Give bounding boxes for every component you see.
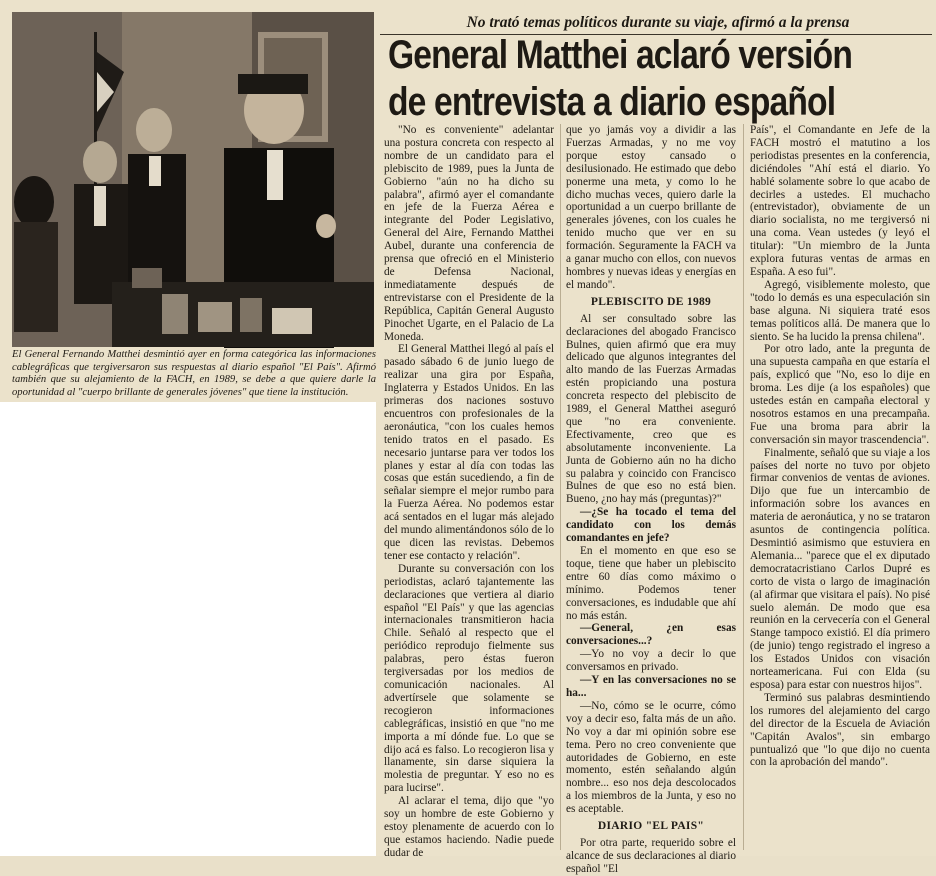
article-column-1 bbox=[384, 124, 554, 859]
paragraph: Por otra parte, requerido sobre el alcance de sus declaraciones al diario español "El bbox=[566, 836, 736, 875]
article-column-3 bbox=[750, 124, 930, 854]
article-column-2 bbox=[566, 124, 736, 875]
paragraph: Por otro lado, ante la pregunta de una supuesta campaña en que estaría el país, explicó que "No, eso lo dije en broma. Les dije (a los españoles) que ustedes están en campaña electoral y nosotros estamos en una precampaña. Fue una broma para abrir la conversación sin mayor trascendencia". bbox=[750, 343, 930, 446]
column-divider bbox=[743, 124, 744, 850]
paragraph: "No es conveniente" adelantar una postura concreta con respecto al nombre de un candidato para el plebiscito de 1989, pues la Junta de Gobierno "aún no ha dicho su palabra", afirmó ayer el comandante en jefe de la Fuerza Aérea e integrante del Poder Legislativo, General del Aire, Fernando Matthei Aubel, durante una conferencia de prensa que ofreció en el Ministerio de Defensa Nacional, inmediatamente después de entrevistarse con el Presidente de la República, Capitán General Augusto Pinochet Ugarte, en el Palacio de La Moneda. bbox=[384, 124, 554, 343]
paragraph: Finalmente, señaló que su viaje a los países del norte no tuvo por objeto firmar convenios de ventas de aviones. Dijo que fue un intercambio de información sobre los avances en materia de aeronáutica, y no se trataron asuntos de contingencia política. Desmintió asimismo que estuviera en Alemania... "parece que el ex diputado democratacristiano Carlos Dupré es corto de vista o largo de imaginación (al afirmar que visitara el país). No pisé suelo alemán. De modo que esa reunión en la cervecería con el General Stange tampoco existió. El día primero (de junio) tengo registrado el ingreso a los Estados Unidos con visación norteamericana. Fui con Elda (su esposa) para estar con nuestros hijos". bbox=[750, 446, 930, 691]
headline-line-1: General Matthei aclaró versión bbox=[388, 33, 853, 77]
paragraph: que yo jamás voy a dividir a las Fuerzas Armadas, y no me voy porque estoy cansado o desilusionado. He estimado que debo ponerme una meta, y como lo he dicho muchas veces, quiero darle la oportunidad a un cuerpo brillante de generales jóvenes, con los cuales he tenido mucho que ver en su formación. Seguramente la FACH va a ganar mucho con ellos, con nuevos hombres y nuevas ideas y energías en el mando". bbox=[566, 124, 736, 291]
paragraph: En el momento en que eso se toque, tiene que haber un plebiscito entre 60 días como máximo o mínimo. Podemos tener conversaciones, es indudable que ahí no más están. bbox=[566, 545, 736, 622]
paragraph: País", el Comandante en Jefe de la FACH mostró el matutino a los periodistas presentes en la conferencia, diciéndoles "Ahí está el diario. Yo hablé solamente sobre lo que acabo de decirles a ustedes. El muchacho (entrevistador), obviamente de un diario socialista, no me tergiversó ni una coma. Vean ustedes (y leyó el titular): "Un miembro de la Junta explora futuras ventas de armas en España. A eso fui". bbox=[750, 124, 930, 278]
paragraph: Agregó, visiblemente molesto, que "todo lo demás es una especulación sin base alguna. Ni siquiera traté esos temas políticos allá. De manera que lo siento. Se ha lucido la prensa chilena". bbox=[750, 278, 930, 343]
subheading-diario-el-pais: DIARIO "EL PAIS" bbox=[597, 820, 705, 833]
paragraph: Durante su conversación con los periodistas, aclaró tajantemente las declaraciones que vertiera al diario español "El País" y que las agencias internacionales transmitieron hacia Chile. Señaló al respecto que el periódico reprodujo fielmente sus palabras, pero éstas fueron tergiversadas por los medios de comunicación nacionales. Al advertírsele que solamente se recogieron informaciones cablegráficas, insistió en que "no me importa a mí dónde fue. Lo que se dijo acá es falso. Lo recogieron lisa y llanamente, sin darse siquiera la molestia de preguntar. Y eso no es para lucirse". bbox=[384, 562, 554, 795]
subheading-plebiscito: PLEBISCITO DE 1989 bbox=[590, 295, 712, 308]
paragraph: Terminó sus palabras desmintiendo los rumores del alejamiento del cargo del director de la Escuela de Aviación "Capitán Avalos", sin embargo puntualizó que "lo que dijo no cuenta con la aprobación del mando". bbox=[750, 691, 930, 769]
question: —¿Se ha tocado el tema del candidato con los demás comandantes en jefe? bbox=[566, 506, 736, 545]
question: —Y en las conversaciones no se ha... bbox=[566, 674, 736, 699]
main-headline bbox=[388, 32, 853, 126]
paragraph: —No, cómo se le ocurre, cómo voy a decir eso, falta más de un año. No voy a dar mi opinión sobre ese tema. Pero no creo conveniente que autoridades de Gobierno, en este momento, estén señalando algún nombre... eso nos deja descolocados a los miembros de la Junta, y eso no es aceptable. bbox=[566, 699, 736, 816]
paragraph: Al aclarar el tema, dijo que "yo soy un hombre de este Gobierno y estoy plenamente de acuerdo con lo que estamos haciendo. Nadie puede dudar de bbox=[384, 795, 554, 859]
photo-caption: El General Fernando Matthei desmintió ayer en forma categórica las informaciones cablegráficas que tergiversaron sus respuestas al diario español "El País". Afirmó también que su alejamiento de la FACH, en 1989, se debe a que quiere darle la oportunidad al "cuerpo brillante de generales jóvenes" que tiene la institución. bbox=[12, 349, 376, 398]
press-conference-photo bbox=[12, 12, 374, 347]
paragraph: —Yo no voy a decir lo que conversamos en privado. bbox=[566, 648, 736, 674]
paragraph: Al ser consultado sobre las declaraciones del abogado Francisco Bulnes, quien afirmó que era muy delicado que algunos integrantes del alto mando de las Fuerzas Armadas estén propiciando una postura concreta respecto del plebiscito de 1989, el General Matthei aseguró que "no era conveniente. Efectivamente, creo que es absolutamente inconveniente. La Junta de Gobierno aún no ha dicho su palabra y coincido con Francisco Bulnes de que eso no está bien. Bueno, ¿no hay más (preguntas)?" bbox=[566, 312, 736, 506]
question: —General, ¿en esas conversaciones...? bbox=[566, 622, 736, 648]
column-divider bbox=[560, 124, 561, 850]
paragraph: El General Matthei llegó al país el pasado sábado 6 de junio luego de realizar una gira por España, Inglaterra y Estados Unidos. En las primeras dos naciones sostuvo encuentros con profesionales de la aeronáutica, "con los cuales hemos tenido tratos en el pasado. Es necesario juntarse para ver todos los planes y estar al día con todas las cosas que están sucediendo, a fin de señalar siempre el mejor rumbo para la Fuerza Aérea. No podemos estar acá sentados en el lugar más alejado del mundo alimentándonos sólo de lo que dicen las revistas. Debemos tener ese contacto y relación". bbox=[384, 343, 554, 562]
blank-area bbox=[0, 402, 376, 856]
kicker-headline: No trató temas políticos durante su viaje, afirmó a la prensa bbox=[466, 14, 850, 31]
headline-line-2: de entrevista a diario español bbox=[388, 80, 836, 124]
